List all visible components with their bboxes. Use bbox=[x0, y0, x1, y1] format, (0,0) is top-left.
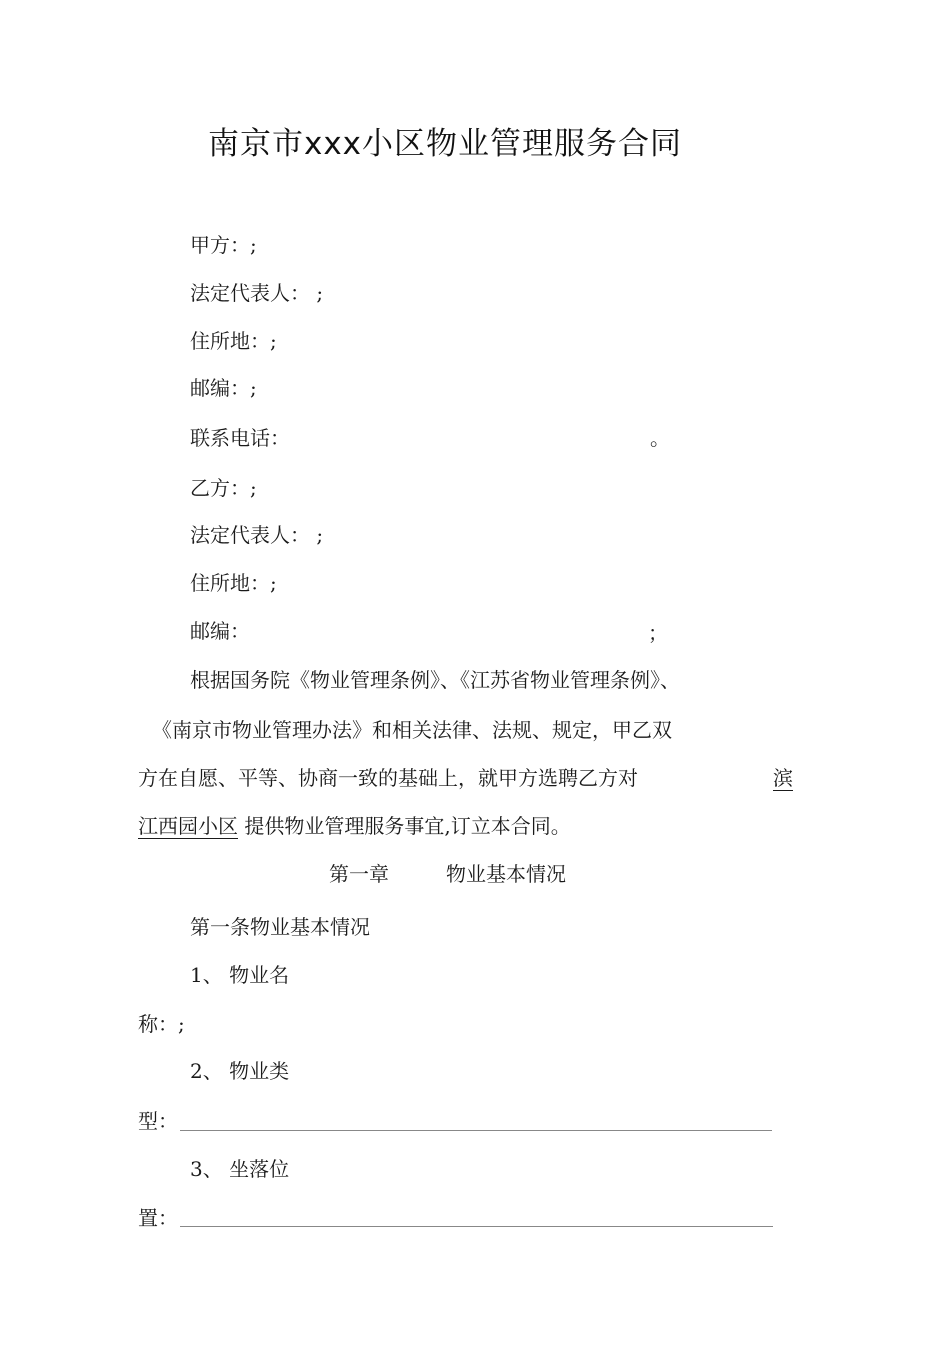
property-name-underlined-part2: 江西园小区 bbox=[138, 814, 238, 838]
item-2-label-cont: 型： bbox=[138, 1109, 178, 1133]
party-a-address: 住所地：; bbox=[190, 329, 277, 353]
party-a-name: 甲方：; bbox=[190, 233, 257, 257]
item-3-label-cont: 置： bbox=[138, 1206, 178, 1230]
item-1-label: 1、 物业名 bbox=[190, 963, 290, 987]
property-name-underlined-part1: 滨 bbox=[773, 766, 793, 790]
preamble-line-1: 根据国务院《物业管理条例》、《江苏省物业管理条例》、 bbox=[190, 668, 680, 692]
article-1-heading: 第一条物业基本情况 bbox=[190, 915, 370, 939]
party-b-representative: 法定代表人： ; bbox=[190, 523, 324, 547]
item-3-label: 3、 坐落位 bbox=[190, 1157, 290, 1181]
document-title: 南京市xxx小区物业管理服务合同 bbox=[207, 126, 683, 162]
preamble-line-3: 方在自愿、平等、协商一致的基础上，就甲方选聘乙方对 bbox=[138, 766, 638, 790]
preamble-line-4-rest: 提供物业管理服务事宜,订立本合同。 bbox=[238, 814, 571, 838]
party-a-phone: 联系电话： bbox=[190, 426, 290, 450]
item-1-label-cont: 称：; bbox=[138, 1012, 185, 1036]
item-3-blank-line bbox=[180, 1226, 773, 1227]
item-2-label: 2、 物业类 bbox=[190, 1059, 290, 1083]
item-2-blank-line bbox=[180, 1130, 772, 1131]
party-b-postcode-end: ； bbox=[648, 621, 668, 645]
party-b-postcode: 邮编： bbox=[190, 619, 250, 643]
party-b-address: 住所地：; bbox=[190, 571, 277, 595]
preamble-line-4 bbox=[138, 812, 571, 840]
party-a-phone-end: 。 bbox=[650, 426, 670, 450]
chapter-title: 物业基本情况 bbox=[446, 862, 566, 886]
chapter-number: 第一章 bbox=[329, 862, 389, 886]
party-a-representative: 法定代表人： ; bbox=[190, 281, 324, 305]
preamble-line-2: 《南京市物业管理办法》和相关法律、法规、规定，甲乙双 bbox=[152, 718, 672, 742]
party-b-name: 乙方：; bbox=[190, 476, 257, 500]
party-a-postcode: 邮编：; bbox=[190, 376, 257, 400]
